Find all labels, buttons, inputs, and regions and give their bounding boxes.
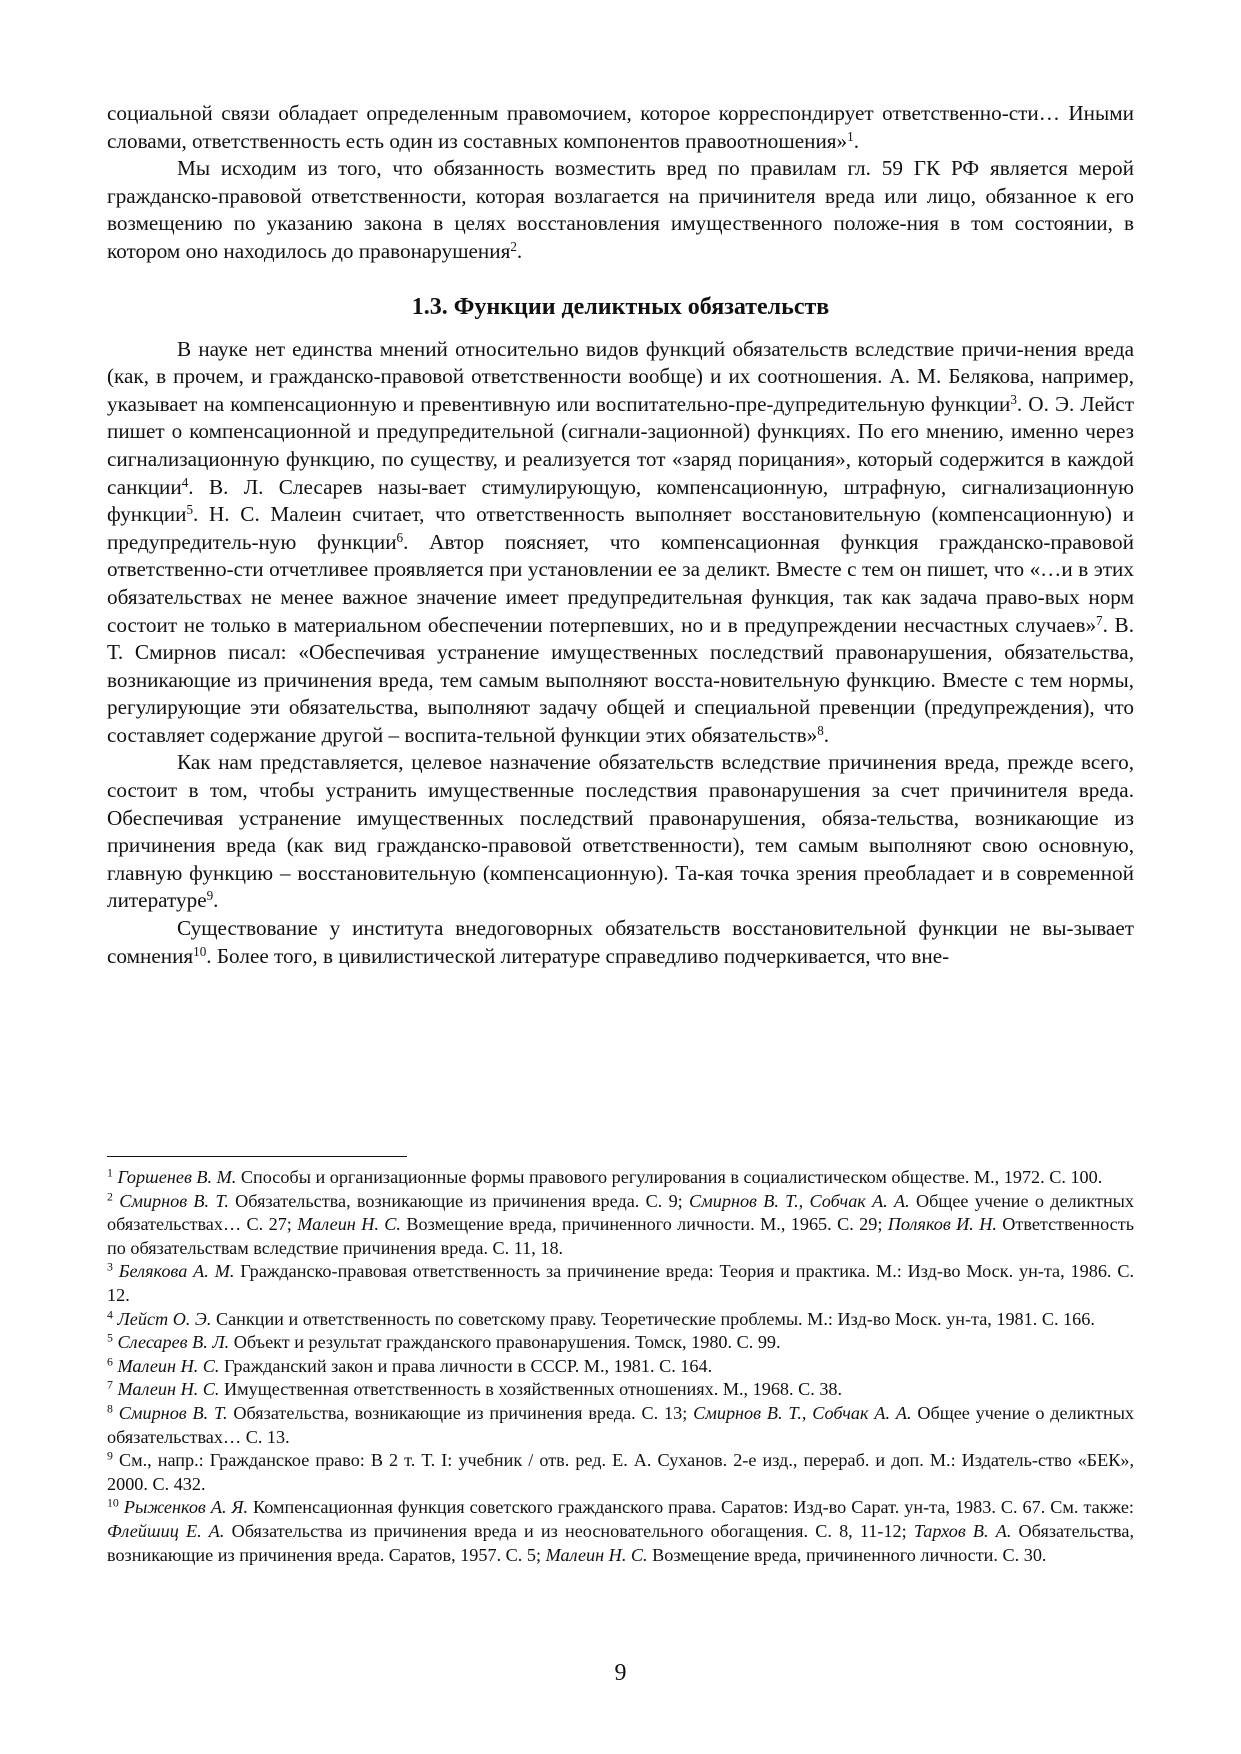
- footnotes: [107, 1166, 1134, 1567]
- footnote-7: $^7$ Малеин Н. С. Имущественная ответственность в хозяйственных отношениях. М., 1968. С. 38.: [107, 1377, 843, 1400]
- footnote-4: $^4$ Лейст О. Э. Санкции и ответственность по советскому праву. Теоретические проблемы. М.: Изд-во Моск. ун-та, 1981. С. 166.: [107, 1307, 1095, 1329]
- footnote-9: $^9$ См., напр.: Гражданское право: В 2 т. Т. I: учебник / отв. ред. Е. А. Суханов. 2-е изд., перераб. и доп. М.: Издатель-ство «БЕК», 2000. С. 432.: [107, 1448, 1134, 1494]
- footnote-ref-1[interactable]: 1: [847, 128, 854, 144]
- footnote-10: $^{10}$ Рыженков А. Я. Компенсационная функция советского гражданского права. Саратов: Изд-во Сарат. ун-та, 1983. С. 67. См. также: Флейшиц Е. А. Обязательства из причинения вреда и из неосновательного обогащения. С. 8, 11-12; Тархов В. А. Обязательства, возникающие из причинения вреда. Саратов, 1957. С. 5; Малеин Н. С. Возмещение вреда, причиненного личности. С. 30.: [107, 1495, 1134, 1565]
- paragraph-3: В науке нет единства мнений относительно видов функций обязательств вследствие причи-нения вреда (как, в прочем, и гражданско-правовой ответственности вообще) и их соотношения. А. М. Белякова, например, указывает на компенсационную и превентивную или воспитательно-пре-дупредительную функции$^3$. О. Э. Лейст пишет о компенсационной и предупредительной (сигнали-зационной) функциях. По его мнению, именно через сигнализационную функцию, по существу, и реализуется тот «заряд порицания», который содержится в каждой санкции$^4$. В. Л. Слесарев назы-вает стимулирующую, компенсационную, штрафную, сигнализационную функции$^5$. Н. С. Малеин считает, что ответственность выполняет восстановительную (компенсационную) и предупредитель-ную функции$^6$. Автор поясняет, что компенсационная функция гражданско-правовой ответственно-сти отчетливее проявляется при установлении ее за деликт. Вместе с тем он пишет, что «…и в этих обязательствах не менее важное значение имеет предупредительная функция, так как задача право-вых норм состоит не только в материальном обеспечении потерпевших, но и в предупреждении несчастных случаев»$^7$. В. Т. Смирнов писал: «Обеспечивая устранение имущественных последствий правонарушения, обязательства, возникающие из причинения вреда, тем самым выполняют восста-новительную функцию. Вместе с тем нормы, регулирующие эти обязательства, выполняют задачу общей и специальной превенции (предупреждения), что составляет содержание другой – воспита-тельной функции этих обязательств»$^8$.: [107, 336, 1134, 747]
- footnote-separator: [107, 1156, 407, 1157]
- footnote-2: $^2$ Смирнов В. Т. Обязательства, возникающие из причинения вреда. С. 9; Смирнов В. Т., Собчак А. А. Общее учение о деликтных обязательствах… С. 27; Малеин Н. С. Возмещение вреда, причиненного личности. М., 1965. С. 29; Поляков И. Н. Ответственность по обязательствам вследствие причинения вреда. С. 11, 18.: [107, 1189, 1134, 1258]
- paragraph-intro: социальной связи обладает определенным правомочием, которое корреспондирует ответственно-сти… Иными словами, ответственность есть один из составных компонентов правоотношения»$^1$.: [107, 101, 1134, 153]
- section-heading: 1.3. Функции деликтных обязательств: [411, 293, 830, 320]
- footnote-ref-10[interactable]: 10: [193, 943, 207, 959]
- footnote-5: $^5$ Слесарев В. Л. Объект и результат гражданского правонарушения. Томск, 1980. С. 99.: [107, 1330, 781, 1353]
- footnote-ref-4[interactable]: 4: [181, 474, 189, 490]
- footnote-8: $^8$ Смирнов В. Т. Обязательства, возникающие из причинения вреда. С. 13; Смирнов В. Т., Собчак А. А. Общее учение о деликтных обязательствах… С. 13.: [107, 1401, 1135, 1447]
- footnote-ref-9[interactable]: 9: [206, 888, 214, 904]
- footnote-ref-2[interactable]: 2: [510, 238, 517, 254]
- footnote-ref-7[interactable]: 7: [1096, 612, 1103, 628]
- page-number: 9: [614, 1660, 627, 1686]
- paragraph-4: Как нам представляется, целевое назначение обязательств вследствие причинения вреда, прежде всего, состоит в том, чтобы устранить имущественные последствия правонарушения за счет причинителя вреда. Обеспечивая устранение имущественных последствий правонарушения, обяза-тельства, возникающие из причинения вреда (как вид гражданско-правовой ответственности), тем самым выполняют свою основную, главную функцию – восстановительную (компенсационную). Та-кая точка зрения преобладает и в современной литературе$^9$.: [107, 750, 1134, 913]
- footnote-ref-6[interactable]: 6: [396, 529, 404, 545]
- footnote-1: $^1$ Горшенев В. М. Способы и организационные формы правового регулирования в социалистическом обществе. М., 1972. С. 100.: [107, 1165, 1103, 1187]
- footnote-3: $^3$ Белякова А. М. Гражданско-правовая ответственность за причинение вреда: Теория и практика. М.: Изд-во Моск. ун-та, 1986. С. 12.: [107, 1259, 1135, 1305]
- footnote-6: $^6$ Малеин Н. С. Гражданский закон и права личности в СССР. М., 1981. С. 164.: [107, 1354, 713, 1376]
- paragraph-2: Мы исходим из того, что обязанность возместить вред по правилам гл. 59 ГК РФ является мерой гражданско-правовой ответственности, которая возлагается на причинителя вреда или лицо, обязанное к его возмещению по указанию закона в целях восстановления имущественного положе-ния в том состоянии, в котором оно находилось до правонарушения$^2$.: [107, 156, 1134, 263]
- footnote-ref-5[interactable]: 5: [186, 501, 194, 517]
- main-text: [107, 100, 1134, 970]
- footnote-ref-8[interactable]: 8: [817, 722, 824, 738]
- paragraph-5: Существование у института внедоговорных обязательств восстановительной функции не вы-зывает сомнения$^{10}$. Более того, в цивилистической литературе справедливо подчеркивается, что вне-: [107, 916, 1134, 968]
- footnote-ref-3[interactable]: 3: [1010, 391, 1017, 407]
